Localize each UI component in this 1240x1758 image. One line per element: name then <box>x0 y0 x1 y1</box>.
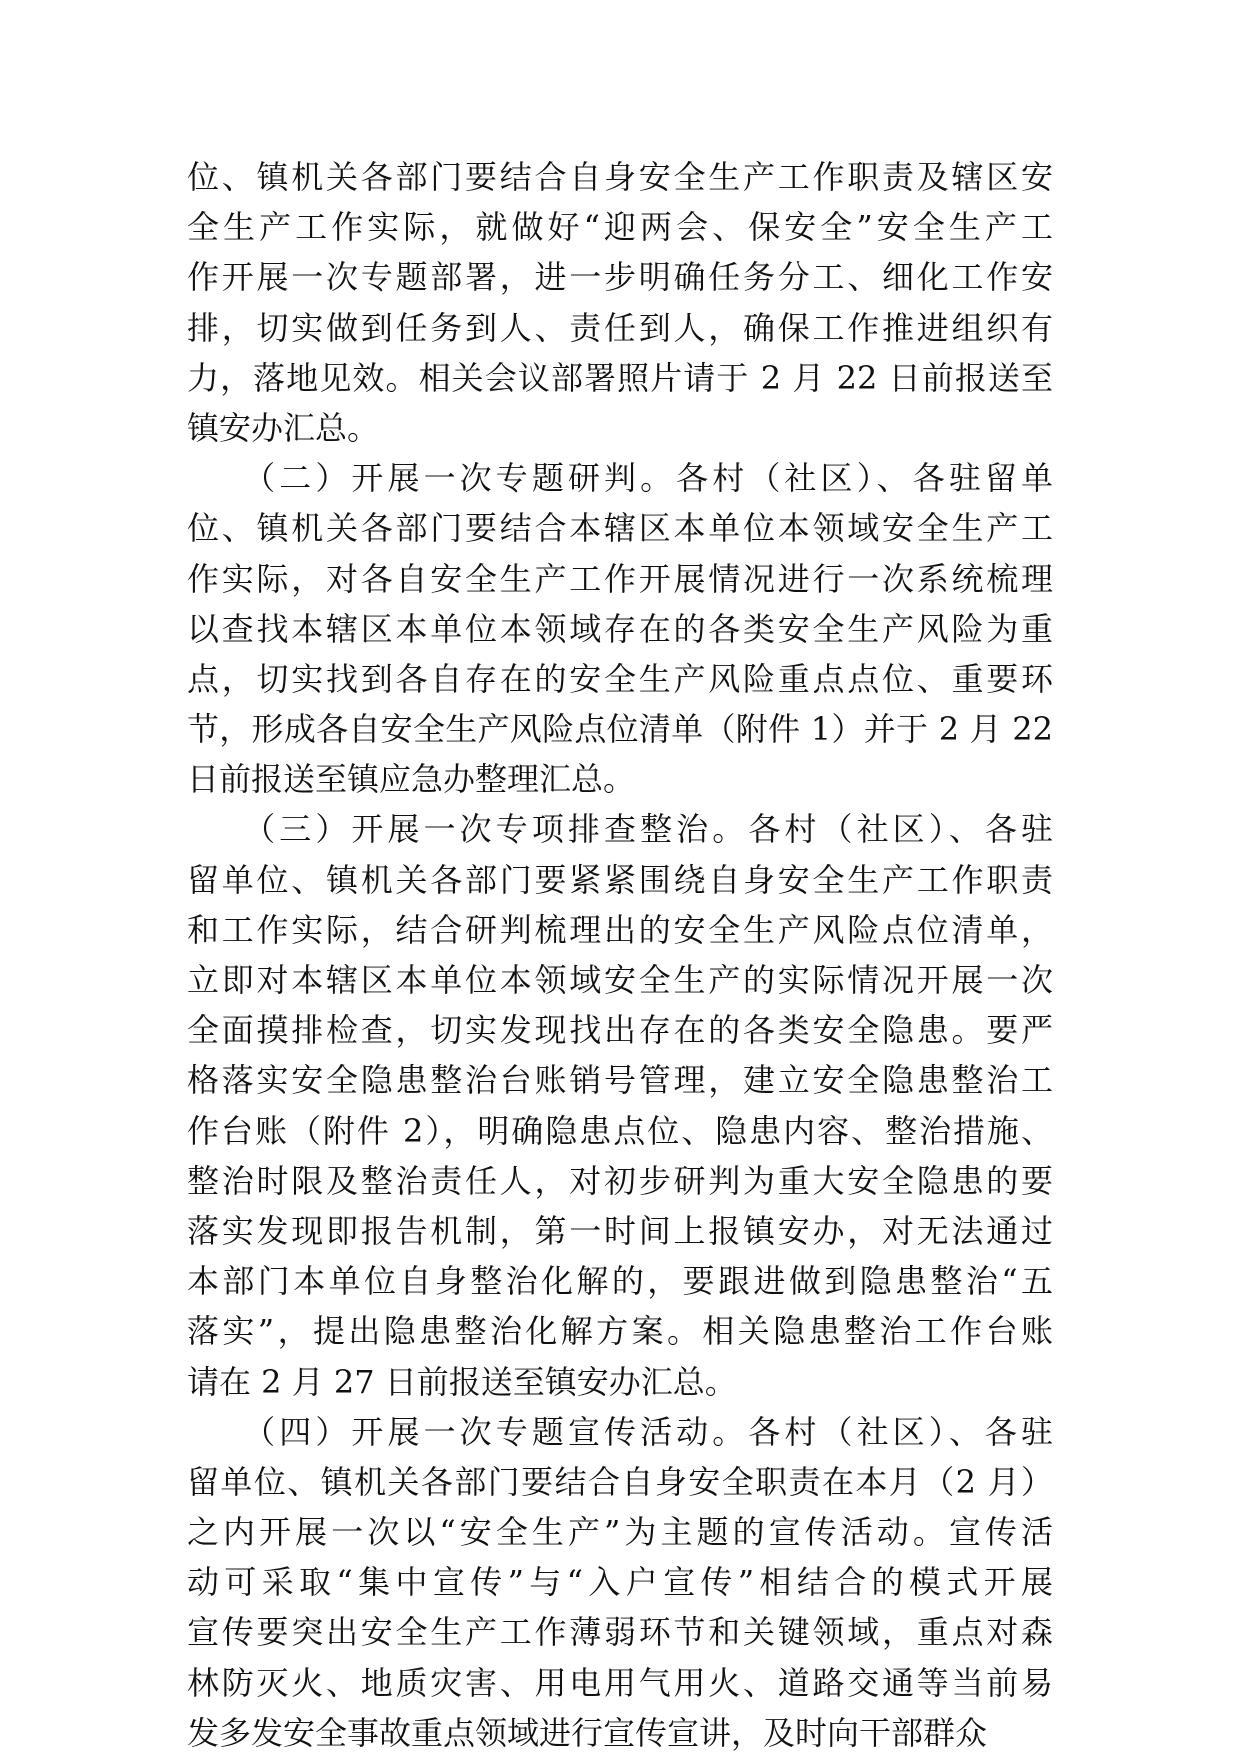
text-line: 点，切实找到各自存在的安全生产风险重点点位、重要环 <box>187 659 1053 698</box>
text-line: 镇安办汇总。 <box>187 408 380 447</box>
text-line: 林防灭火、地质灾害、用电用气用火、道路交通等当前易 <box>187 1663 1053 1702</box>
text-line: 全面摸排检查，切实发现找出存在的各类安全隐患。要严 <box>187 1011 1053 1050</box>
text-line: 留单位、镇机关各部门要结合自身安全职责在本月（2 月） <box>187 1462 1053 1501</box>
paragraph-p-2 <box>187 453 1053 804</box>
text-line: 力，落地见效。相关会议部署照片请于 2 月 22 日前报送至 <box>187 358 1053 397</box>
text-line: 格落实安全隐患整治台账销号管理，建立安全隐患整治工 <box>187 1061 1053 1100</box>
text-line: 作开展一次专题部署，进一步明确任务分工、细化工作安 <box>187 258 1053 297</box>
text-line: 和工作实际，结合研判梳理出的安全生产风险点位清单， <box>187 910 1053 949</box>
text-line: 位、镇机关各部门要结合本辖区本单位本领域安全生产工 <box>187 509 1053 548</box>
text-line: 立即对本辖区本单位本领域安全生产的实际情况开展一次 <box>187 961 1053 999</box>
paragraph-p-3 <box>187 804 1053 1406</box>
text-line: 排，切实做到任务到人、责任到人，确保工作推进组织有 <box>187 308 1053 347</box>
paragraph-p-continued <box>187 152 1053 453</box>
text-line: （三）开展一次专项排查整治。各村（社区）、各驻 <box>187 810 1053 849</box>
text-line: 作台账（附件 2），明确隐患点位、隐患内容、整治措施、 <box>187 1111 1053 1150</box>
text-line: （四）开展一次专题宣传活动。各村（社区）、各驻 <box>187 1412 1053 1451</box>
text-line: 全生产工作实际，就做好“迎两会、保安全”安全生产工 <box>187 208 1053 247</box>
text-line: 请在 2 月 27 日前报送至镇安办汇总。 <box>187 1362 737 1401</box>
text-line: 整治时限及整治责任人，对初步研判为重大安全隐患的要 <box>187 1161 1053 1200</box>
text-line: 之内开展一次以“安全生产”为主题的宣传活动。宣传活 <box>187 1513 1053 1552</box>
paragraph-p-4 <box>187 1407 1053 1758</box>
text-line: （二）开展一次专题研判。各村（社区）、各驻留单 <box>187 459 1053 498</box>
text-line: 作实际，对各自安全生产工作开展情况进行一次系统梳理 <box>187 559 1053 598</box>
text-line: 落实发现即报告机制，第一时间上报镇安办，对无法通过 <box>187 1211 1053 1250</box>
text-line: 落实”，提出隐患整治化解方案。相关隐患整治工作台账 <box>187 1312 1053 1351</box>
text-line: 宣传要突出安全生产工作薄弱环节和关键领域，重点对森 <box>187 1613 1053 1652</box>
text-line: 动可采取“集中宣传”与“入户宣传”相结合的模式开展 <box>187 1563 1053 1602</box>
text-line: 留单位、镇机关各部门要紧紧围绕自身安全生产工作职责 <box>187 860 1053 899</box>
text-line: 节，形成各自安全生产风险点位清单（附件 1）并于 2 月 22 <box>187 710 1053 749</box>
text-line: 日前报送至镇应急办整理汇总。 <box>187 760 636 799</box>
text-line: 发多发安全事故重点领域进行宣传宣讲，及时向干部群众 <box>187 1713 988 1752</box>
text-line: 本部门本单位自身整治化解的，要跟进做到隐患整治“五 <box>187 1262 1053 1301</box>
document-body <box>187 152 1053 1758</box>
text-line: 以查找本辖区本单位本领域存在的各类安全生产风险为重 <box>187 609 1053 648</box>
text-line: 位、镇机关各部门要结合自身安全生产工作职责及辖区安 <box>187 158 1053 196</box>
